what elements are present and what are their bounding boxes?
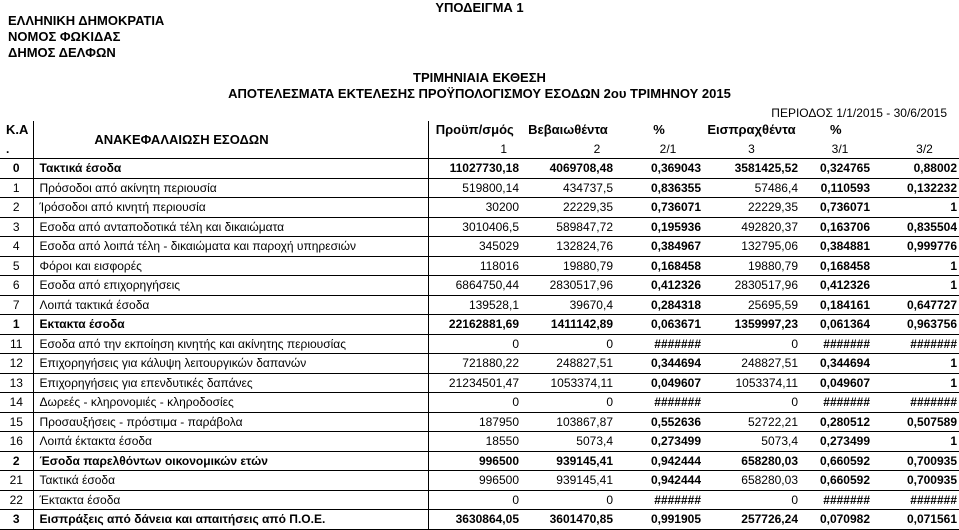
row-name: Έσοδα παρελθόντων οικονομικών ετών: [33, 451, 428, 471]
row-collected: 1359997,23: [703, 315, 800, 335]
row-code: 15: [0, 412, 33, 432]
row-pct-confirmed: 0,168458: [615, 256, 703, 276]
row-pct-collected-confirmed: 1: [872, 373, 959, 393]
row-collected: 5073,4: [703, 432, 800, 452]
row-confirmed: 22229,35: [521, 198, 615, 218]
issuer-municipality: ΔΗΜΟΣ ΔΕΛΦΩΝ: [8, 45, 116, 60]
row-confirmed: 2830517,96: [521, 276, 615, 296]
row-pct-collected-budget: 0,061364: [800, 315, 872, 335]
row-name: Ίρόσοδοι από κινητή περιουσία: [33, 198, 428, 218]
row-pct-collected-confirmed: 0,647727: [872, 295, 959, 315]
row-budget: 0: [428, 490, 521, 510]
row-code: 22: [0, 490, 33, 510]
row-pct-collected-budget: 0,273499: [800, 432, 872, 452]
row-collected: 52722,21: [703, 412, 800, 432]
ka-subheader: .: [0, 140, 33, 159]
row-pct-collected-confirmed: #######: [872, 334, 959, 354]
row-pct-collected-budget: 0,184161: [800, 295, 872, 315]
row-name: Δωρεές - κληρονομιές - κληροδοσίες: [33, 393, 428, 413]
row-pct-confirmed: 0,736071: [615, 198, 703, 218]
row-name: Επιχορηγήσεις για επενδυτικές δαπάνες: [33, 373, 428, 393]
row-pct-confirmed: #######: [615, 490, 703, 510]
row-pct-confirmed: 0,195936: [615, 217, 703, 237]
row-pct-collected-budget: 0,163706: [800, 217, 872, 237]
table-row: [0, 412, 959, 432]
row-collected: 19880,79: [703, 256, 800, 276]
row-pct-confirmed: 0,836355: [615, 178, 703, 198]
row-pct-collected-confirmed: 0,963756: [872, 315, 959, 335]
row-code: 1: [0, 178, 33, 198]
table-row: [0, 159, 959, 179]
row-budget: 187950: [428, 412, 521, 432]
row-collected: 658280,03: [703, 471, 800, 491]
row-collected: 57486,4: [703, 178, 800, 198]
confirmed-subheader: 2: [521, 140, 615, 159]
budget-subheader: 1: [428, 140, 521, 159]
row-code: 7: [0, 295, 33, 315]
row-pct-collected-confirmed: #######: [872, 393, 959, 413]
table-row: [0, 510, 959, 530]
table-row: [0, 276, 959, 296]
row-collected: 257726,24: [703, 510, 800, 530]
row-budget: 3630864,05: [428, 510, 521, 530]
pct2a-subheader: 3/1: [800, 140, 872, 159]
row-confirmed: 19880,79: [521, 256, 615, 276]
row-confirmed: 0: [521, 334, 615, 354]
table-row: [0, 295, 959, 315]
row-name: Εσοδα από λοιπά τέλη - δικαιώματα και παροχή υπηρεσιών: [33, 237, 428, 257]
row-confirmed: 1053374,11: [521, 373, 615, 393]
row-confirmed: 434737,5: [521, 178, 615, 198]
row-confirmed: 3601470,85: [521, 510, 615, 530]
row-confirmed: 1411142,89: [521, 315, 615, 335]
row-collected: 25695,59: [703, 295, 800, 315]
row-pct-confirmed: #######: [615, 393, 703, 413]
row-name: Εσοδα από επιχορηγήσεις: [33, 276, 428, 296]
row-budget: 30200: [428, 198, 521, 218]
budget-header: Προϋπ/σμός: [428, 121, 521, 140]
revenue-summary-table: [0, 121, 959, 530]
row-budget: 21234501,47: [428, 373, 521, 393]
row-pct-collected-confirmed: 0,507589: [872, 412, 959, 432]
table-row: [0, 471, 959, 491]
row-code: 2: [0, 198, 33, 218]
example-label: ΥΠΟΔΕΙΓΜΑ 1: [435, 0, 524, 15]
table-row: [0, 237, 959, 257]
row-pct-collected-budget: 0,280512: [800, 412, 872, 432]
row-code: 14: [0, 393, 33, 413]
row-confirmed: 103867,87: [521, 412, 615, 432]
row-pct-collected-confirmed: 1: [872, 276, 959, 296]
row-pct-collected-budget: 0,049607: [800, 373, 872, 393]
row-budget: 22162881,69: [428, 315, 521, 335]
pct2b-subheader: 3/2: [872, 140, 959, 159]
row-pct-confirmed: 0,942444: [615, 471, 703, 491]
row-pct-confirmed: 0,049607: [615, 373, 703, 393]
row-code: 13: [0, 373, 33, 393]
row-code: 12: [0, 354, 33, 374]
row-budget: 18550: [428, 432, 521, 452]
row-pct-confirmed: 0,284318: [615, 295, 703, 315]
row-budget: 0: [428, 393, 521, 413]
table-row: [0, 256, 959, 276]
table-row: [0, 178, 959, 198]
row-pct-collected-confirmed: #######: [872, 490, 959, 510]
row-pct-confirmed: 0,369043: [615, 159, 703, 179]
row-collected: 3581425,52: [703, 159, 800, 179]
row-confirmed: 589847,72: [521, 217, 615, 237]
row-pct-collected-budget: 0,070982: [800, 510, 872, 530]
report-subtitle: ΑΠΟΤΕΛΕΣΜΑΤΑ ΕΚΤΕΛΕΣΗΣ ΠΡΟΫΠΟΛΟΓΙΣΜΟΥ ΕΣΟΔΩΝ 2ου ΤΡΙΜΗΝΟΥ 2015: [228, 86, 731, 101]
row-confirmed: 132824,76: [521, 237, 615, 257]
row-pct-collected-confirmed: 1: [872, 198, 959, 218]
row-pct-confirmed: 0,063671: [615, 315, 703, 335]
row-name: Εκτακτα έσοδα: [33, 315, 428, 335]
pct2-header: %: [830, 122, 842, 138]
row-budget: 11027730,18: [428, 159, 521, 179]
table-row: [0, 432, 959, 452]
row-pct-confirmed: 0,412326: [615, 276, 703, 296]
ka-header: Κ.Α: [0, 121, 33, 140]
row-collected: 658280,03: [703, 451, 800, 471]
row-code: 6: [0, 276, 33, 296]
row-pct-collected-budget: 0,660592: [800, 451, 872, 471]
table-row: [0, 451, 959, 471]
row-name: Φόροι και εισφορές: [33, 256, 428, 276]
row-pct-collected-confirmed: 1: [872, 256, 959, 276]
row-code: 16: [0, 432, 33, 452]
row-pct-collected-budget: #######: [800, 393, 872, 413]
row-confirmed: 5073,4: [521, 432, 615, 452]
row-budget: 996500: [428, 451, 521, 471]
row-code: 21: [0, 471, 33, 491]
row-confirmed: 248827,51: [521, 354, 615, 374]
row-budget: 996500: [428, 471, 521, 491]
row-code: 5: [0, 256, 33, 276]
period-label: ΠΕΡΙΟΔΟΣ 1/1/2015 - 30/6/2015: [771, 106, 947, 120]
report-title: ΤΡΙΜΗΝΙΑΙΑ ΕΚΘΕΣΗ: [413, 70, 546, 85]
row-pct-collected-confirmed: 0,835504: [872, 217, 959, 237]
row-budget: 519800,14: [428, 178, 521, 198]
row-collected: 0: [703, 393, 800, 413]
row-collected: 2830517,96: [703, 276, 800, 296]
row-pct-collected-budget: 0,324765: [800, 159, 872, 179]
row-pct-collected-confirmed: 1: [872, 432, 959, 452]
row-pct-collected-budget: 0,660592: [800, 471, 872, 491]
row-budget: 3010406,5: [428, 217, 521, 237]
row-code: 0: [0, 159, 33, 179]
row-name: Λοιπά έκτακτα έσοδα: [33, 432, 428, 452]
row-budget: 345029: [428, 237, 521, 257]
row-name: Τακτικά έσοδα: [33, 159, 428, 179]
row-pct-collected-confirmed: 0,700935: [872, 471, 959, 491]
row-pct-confirmed: 0,991905: [615, 510, 703, 530]
row-confirmed: 939145,41: [521, 471, 615, 491]
table-row: [0, 315, 959, 335]
row-collected: 0: [703, 334, 800, 354]
row-pct-collected-budget: 0,412326: [800, 276, 872, 296]
table-row: [0, 354, 959, 374]
row-confirmed: 0: [521, 393, 615, 413]
row-name: Εσοδα από την εκποίηση κινητής και ακίνητης περιουσίας: [33, 334, 428, 354]
issuer-block: [8, 13, 164, 61]
row-name: Τακτικά έσοδα: [33, 471, 428, 491]
row-collected: 22229,35: [703, 198, 800, 218]
row-pct-collected-budget: 0,384881: [800, 237, 872, 257]
issuer-prefecture: ΝΟΜΟΣ ΦΩΚΙΔΑΣ: [8, 29, 121, 44]
row-budget: 0: [428, 334, 521, 354]
row-confirmed: 4069708,48: [521, 159, 615, 179]
pct1-header: %: [653, 122, 665, 138]
row-budget: 118016: [428, 256, 521, 276]
issuer-country: ΕΛΛΗΝΙΚΗ ΔΗΜΟΚΡΑΤΙΑ: [8, 13, 165, 28]
row-code: 4: [0, 237, 33, 257]
row-pct-collected-budget: #######: [800, 334, 872, 354]
row-confirmed: 939145,41: [521, 451, 615, 471]
row-pct-confirmed: #######: [615, 334, 703, 354]
row-name: Εισπράξεις από δάνεια και απαιτήσεις από Π.Ο.Ε.: [33, 510, 428, 530]
row-pct-collected-confirmed: 1: [872, 354, 959, 374]
row-pct-collected-confirmed: 0,132232: [872, 178, 959, 198]
summary-header: ΑΝΑΚΕΦΑΛΑΙΩΣΗ ΕΣΟΔΩΝ: [33, 121, 428, 159]
row-name: Πρόσοδοι από ακίνητη περιουσία: [33, 178, 428, 198]
collected-header: Εισπραχθέντα: [707, 122, 796, 138]
row-name: Επιχορηγήσεις για κάλυψη λειτουργικών δαπανών: [33, 354, 428, 374]
table-row: [0, 217, 959, 237]
pct1-subheader: 2/1: [615, 140, 703, 159]
confirmed-header: Βεβαιωθέντα: [528, 122, 608, 138]
row-name: Εσοδα από ανταποδοτικά τέλη και δικαιώματα: [33, 217, 428, 237]
row-code: 3: [0, 217, 33, 237]
table-row: [0, 198, 959, 218]
row-pct-collected-confirmed: 0,999776: [872, 237, 959, 257]
row-pct-confirmed: 0,552636: [615, 412, 703, 432]
row-code: 3: [0, 510, 33, 530]
row-pct-confirmed: 0,273499: [615, 432, 703, 452]
row-collected: 132795,06: [703, 237, 800, 257]
row-budget: 139528,1: [428, 295, 521, 315]
row-confirmed: 0: [521, 490, 615, 510]
row-collected: 0: [703, 490, 800, 510]
row-collected: 1053374,11: [703, 373, 800, 393]
row-collected: 248827,51: [703, 354, 800, 374]
row-confirmed: 39670,4: [521, 295, 615, 315]
row-code: 11: [0, 334, 33, 354]
table-row: [0, 490, 959, 510]
header-row: [0, 121, 959, 140]
row-budget: 6864750,44: [428, 276, 521, 296]
row-pct-collected-budget: #######: [800, 490, 872, 510]
table-row: [0, 373, 959, 393]
collected-subheader: 3: [703, 140, 800, 159]
row-name: Έκτακτα έσοδα: [33, 490, 428, 510]
row-pct-collected-budget: 0,110593: [800, 178, 872, 198]
table-row: [0, 393, 959, 413]
row-pct-confirmed: 0,384967: [615, 237, 703, 257]
row-pct-collected-budget: 0,168458: [800, 256, 872, 276]
row-pct-collected-budget: 0,344694: [800, 354, 872, 374]
table-row: [0, 334, 959, 354]
row-name: Λοιπά τακτικά έσοδα: [33, 295, 428, 315]
row-pct-confirmed: 0,942444: [615, 451, 703, 471]
row-pct-collected-confirmed: 0,700935: [872, 451, 959, 471]
row-pct-collected-confirmed: 0,071561: [872, 510, 959, 530]
row-collected: 492820,37: [703, 217, 800, 237]
row-pct-collected-budget: 0,736071: [800, 198, 872, 218]
row-budget: 721880,22: [428, 354, 521, 374]
row-code: 2: [0, 451, 33, 471]
row-code: 1: [0, 315, 33, 335]
row-name: Προσαυξήσεις - πρόστιμα - παράβολα: [33, 412, 428, 432]
row-pct-collected-confirmed: 0,88002: [872, 159, 959, 179]
row-pct-confirmed: 0,344694: [615, 354, 703, 374]
